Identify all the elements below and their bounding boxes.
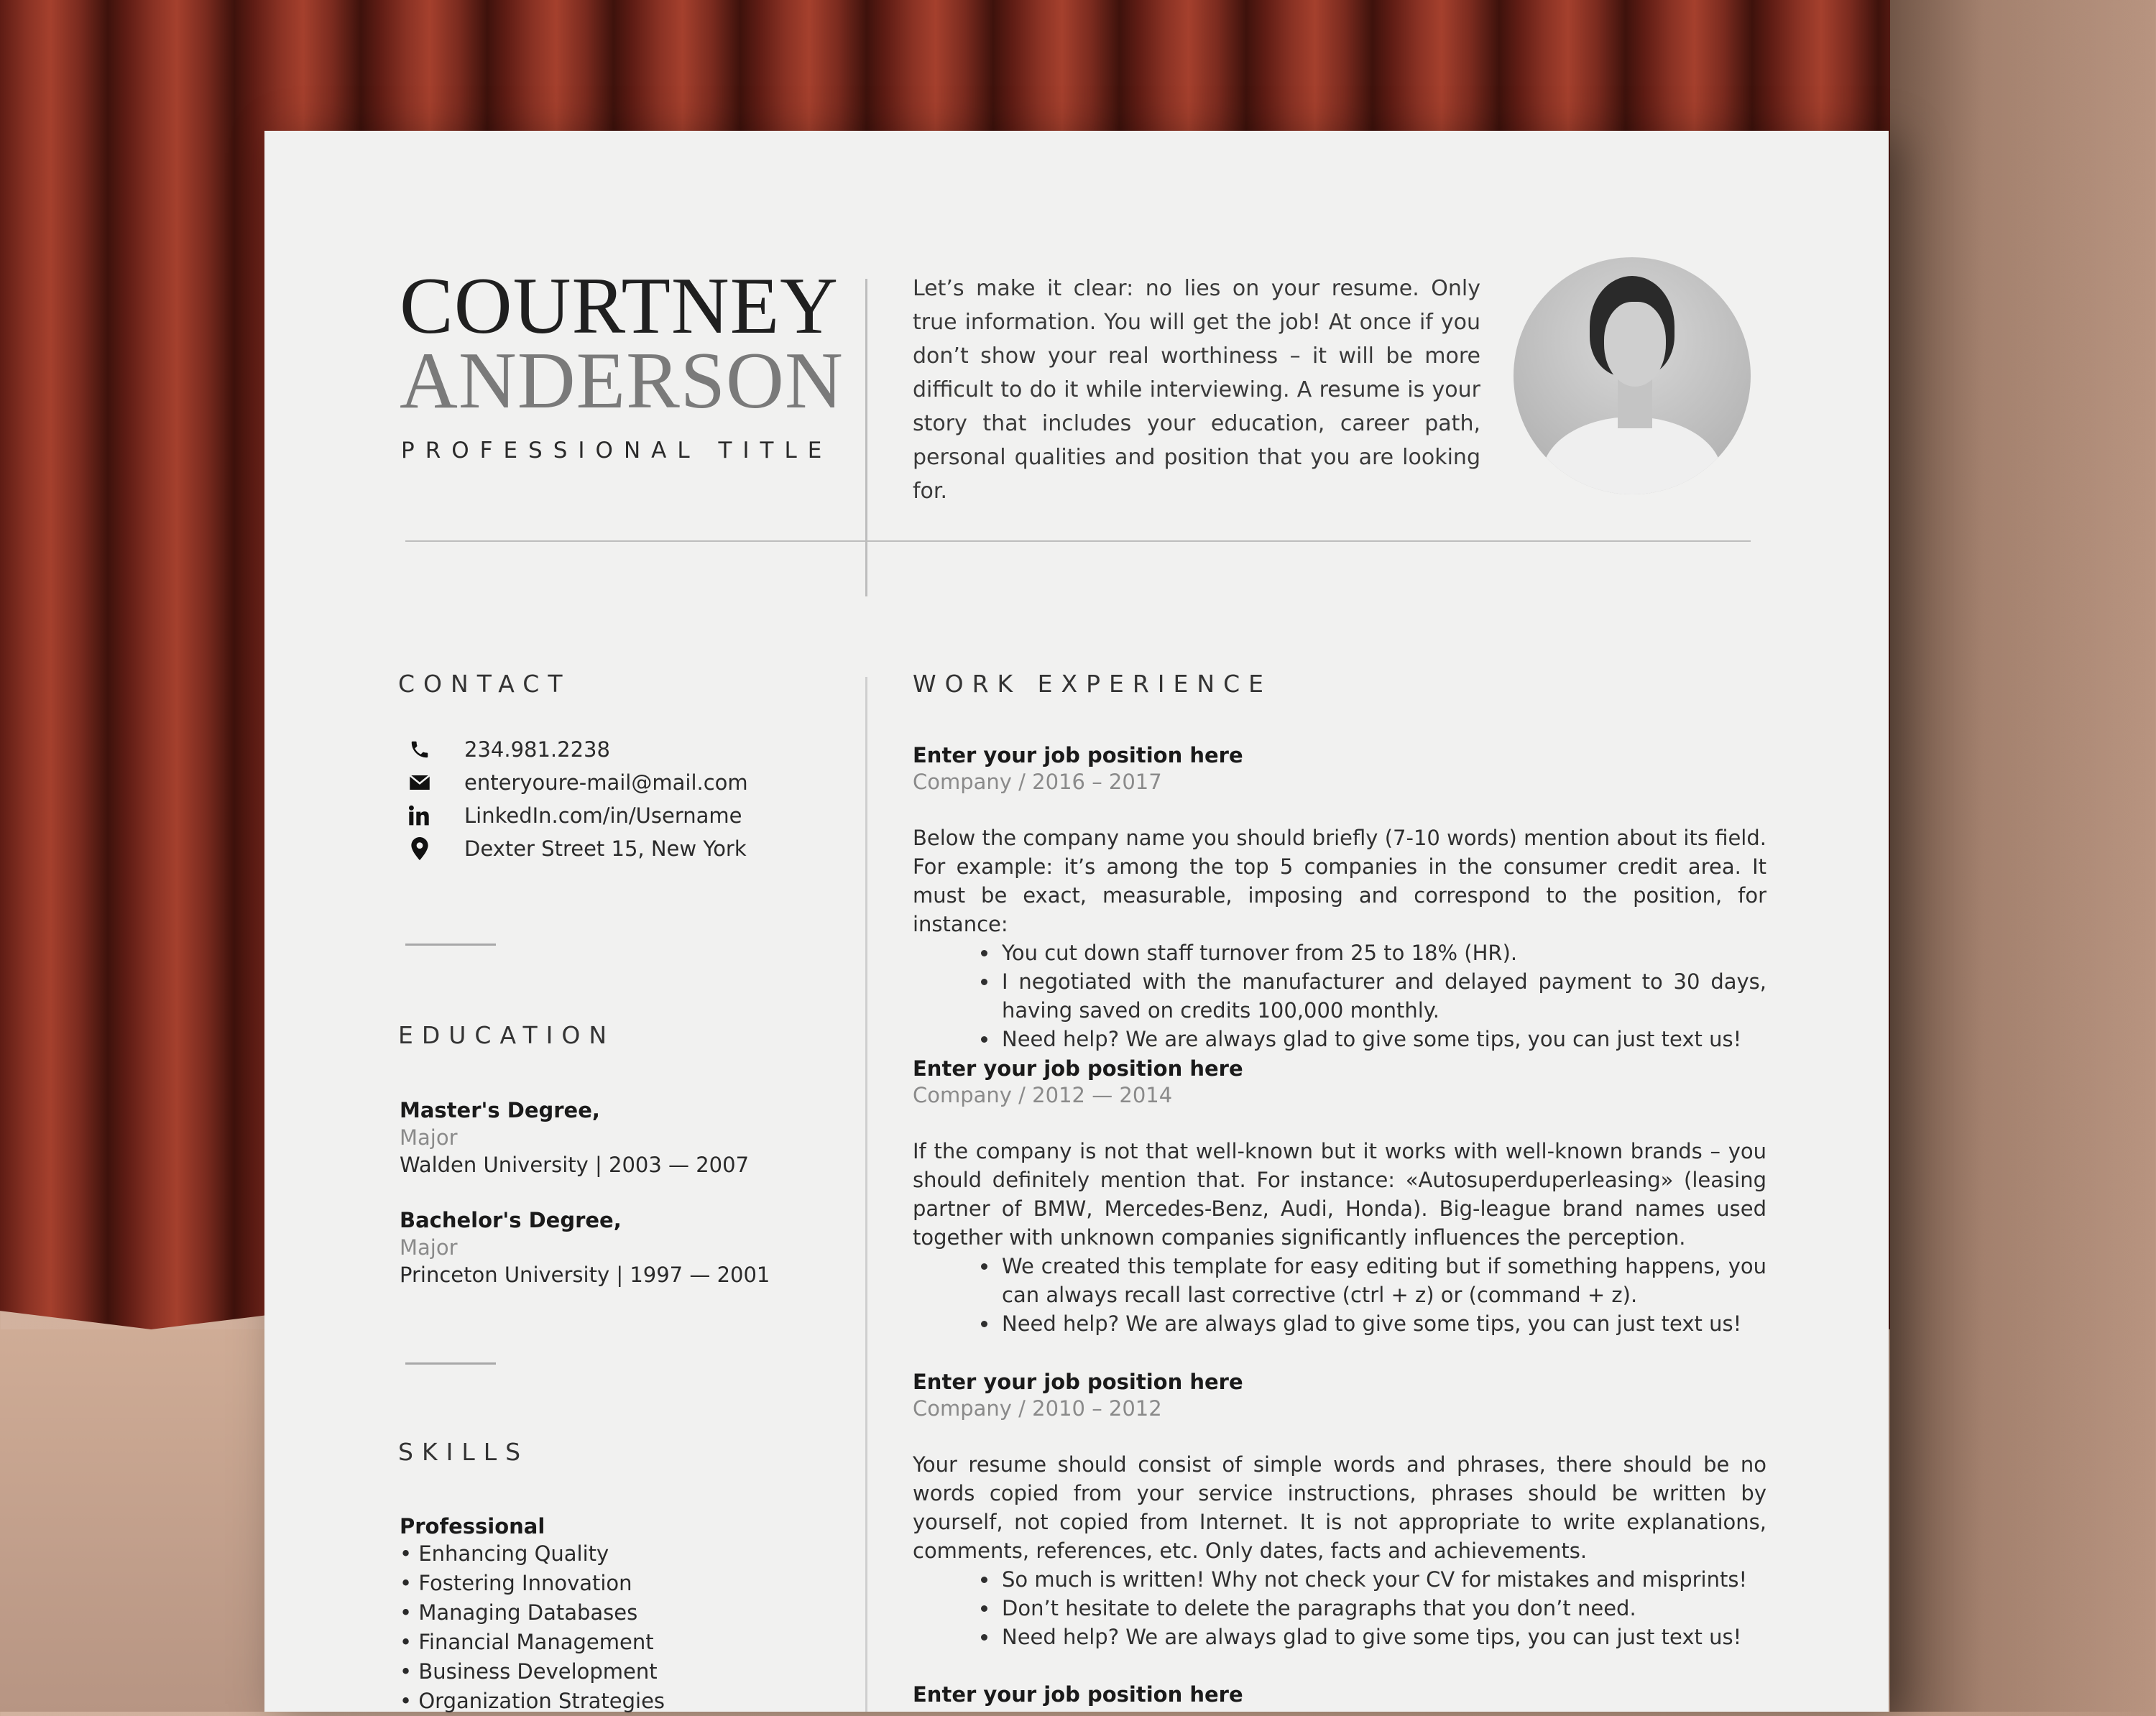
phone-icon [405, 735, 434, 764]
linkedin-icon [405, 801, 434, 830]
summary: Let’s make it clear: no lies on your resume. Only true information. You will get the job! At once if you don’t show your real worthiness – it will be more difficult to do it while interviewing. A resume is your story that includes your education, career path, personal qualities and position that you are looking for. [913, 276, 1480, 504]
wall-shadow [1890, 0, 2156, 1712]
header-rule [405, 540, 1751, 542]
job-title: Enter your job position here [913, 743, 1243, 767]
skill-item: • Financial Management [400, 1630, 654, 1654]
job-title: Enter your job position here [913, 1056, 1243, 1081]
job-bullet: • Don’t hesitate to delete the paragraphs that you don’t need. [999, 1594, 1766, 1623]
phone-text: 234.981.2238 [464, 737, 610, 762]
column-divider [865, 677, 867, 1712]
last-name: ANDERSON [400, 336, 844, 425]
skill-item: • Managing Databases [400, 1600, 638, 1625]
edu-degree-1: Master's Degree, [400, 1098, 600, 1122]
job-bullets [913, 938, 1766, 1053]
job-bullet: • Need help? We are always glad to give some tips, you can just text us! [999, 1309, 1766, 1338]
contact-linkedin [405, 801, 742, 830]
skill-item: • Business Development [400, 1659, 658, 1684]
location-pin-icon [405, 834, 434, 863]
job-bullet: • You cut down staff turnover from 25 to 18% (HR). [999, 938, 1766, 967]
job-bullet: • We created this template for easy editing but if something happens, you can always recall last corrective (ctrl + z) or (command + z). [999, 1252, 1766, 1309]
floor [0, 1329, 266, 1712]
skill-item: • Organization Strategies [400, 1689, 665, 1713]
email-text: enteryoure-mail@mail.com [464, 770, 748, 795]
skills-heading: SKILLS [398, 1438, 530, 1466]
address-text: Dexter Street 15, New York [464, 836, 747, 861]
edu-major-2: Major [400, 1235, 458, 1260]
edu-school-1: Walden University | 2003 — 2007 [400, 1153, 750, 1177]
job-bullets [913, 1565, 1766, 1651]
contact-divider [405, 944, 496, 946]
skills-subheading: Professional [400, 1514, 545, 1539]
job-bullet: • Need help? We are always glad to give some tips, you can just text us! [999, 1623, 1766, 1651]
job-description: Your resume should consist of simple words and phrases, there should be no words copied from your service instructions, phrases should be written by yourself, not copied from Internet. It is not appropriate to write explanations, comments, references, etc. Only dates, facts and achievements. [913, 1452, 1766, 1563]
professional-title: PROFESSIONAL TITLE [401, 438, 833, 463]
first-name: COURTNEY [400, 262, 839, 351]
education-divider [405, 1362, 496, 1365]
resume-page [264, 131, 1889, 1712]
contact-phone [405, 735, 610, 764]
contact-address [405, 834, 747, 863]
job-company: Company / 2012 — 2014 [913, 1083, 1173, 1107]
job-bullets [913, 1252, 1766, 1338]
contact-heading: CONTACT [398, 670, 571, 698]
work-heading: WORK EXPERIENCE [913, 670, 1272, 698]
job-description: If the company is not that well-known but it works with well-known brands – you should definitely mention that. For instance: «Autosuperduperleasing» (leasing partner of BMW, Mercedes-Benz, Audi, Honda). Big-league brand names used together with unknown companies significantly influences the perception. [913, 1139, 1766, 1250]
job-entry-1 [913, 742, 1766, 1053]
job-entry-2 [913, 1055, 1766, 1338]
header-divider [865, 279, 867, 596]
job-bullet: • So much is written! Why not check your CV for mistakes and misprints! [999, 1565, 1766, 1594]
job-entry-3 [913, 1368, 1766, 1651]
job-title: Enter your job position here [913, 1370, 1243, 1394]
profile-photo [1514, 257, 1751, 494]
mail-icon [405, 768, 434, 797]
job-company: Company / 2016 – 2017 [913, 770, 1162, 794]
linkedin-text: LinkedIn.com/in/Username [464, 803, 742, 828]
job-entry-4 [913, 1681, 1766, 1708]
education-heading: EDUCATION [398, 1021, 616, 1049]
edu-school-2: Princeton University | 1997 — 2001 [400, 1263, 770, 1287]
contact-email [405, 768, 748, 797]
job-title: Enter your job position here [913, 1682, 1243, 1707]
edu-degree-2: Bachelor's Degree, [400, 1208, 622, 1232]
job-description: Below the company name you should briefly (7-10 words) mention about its field. For example: it’s among the top 5 companies in the consumer credit area. It must be exact, measurable, imposing and correspond to the position, for instance: [913, 826, 1766, 936]
job-bullet: • Need help? We are always glad to give some tips, you can just text us! [999, 1025, 1766, 1053]
skill-item: • Fostering Innovation [400, 1571, 632, 1595]
job-company: Company / 2010 – 2012 [913, 1396, 1162, 1421]
skill-item: • Enhancing Quality [400, 1541, 609, 1566]
edu-major-1: Major [400, 1125, 458, 1150]
job-bullet: • I negotiated with the manufacturer and delayed payment to 30 days, having saved on credits 100,000 monthly. [999, 967, 1766, 1025]
skills-list [400, 1539, 665, 1716]
